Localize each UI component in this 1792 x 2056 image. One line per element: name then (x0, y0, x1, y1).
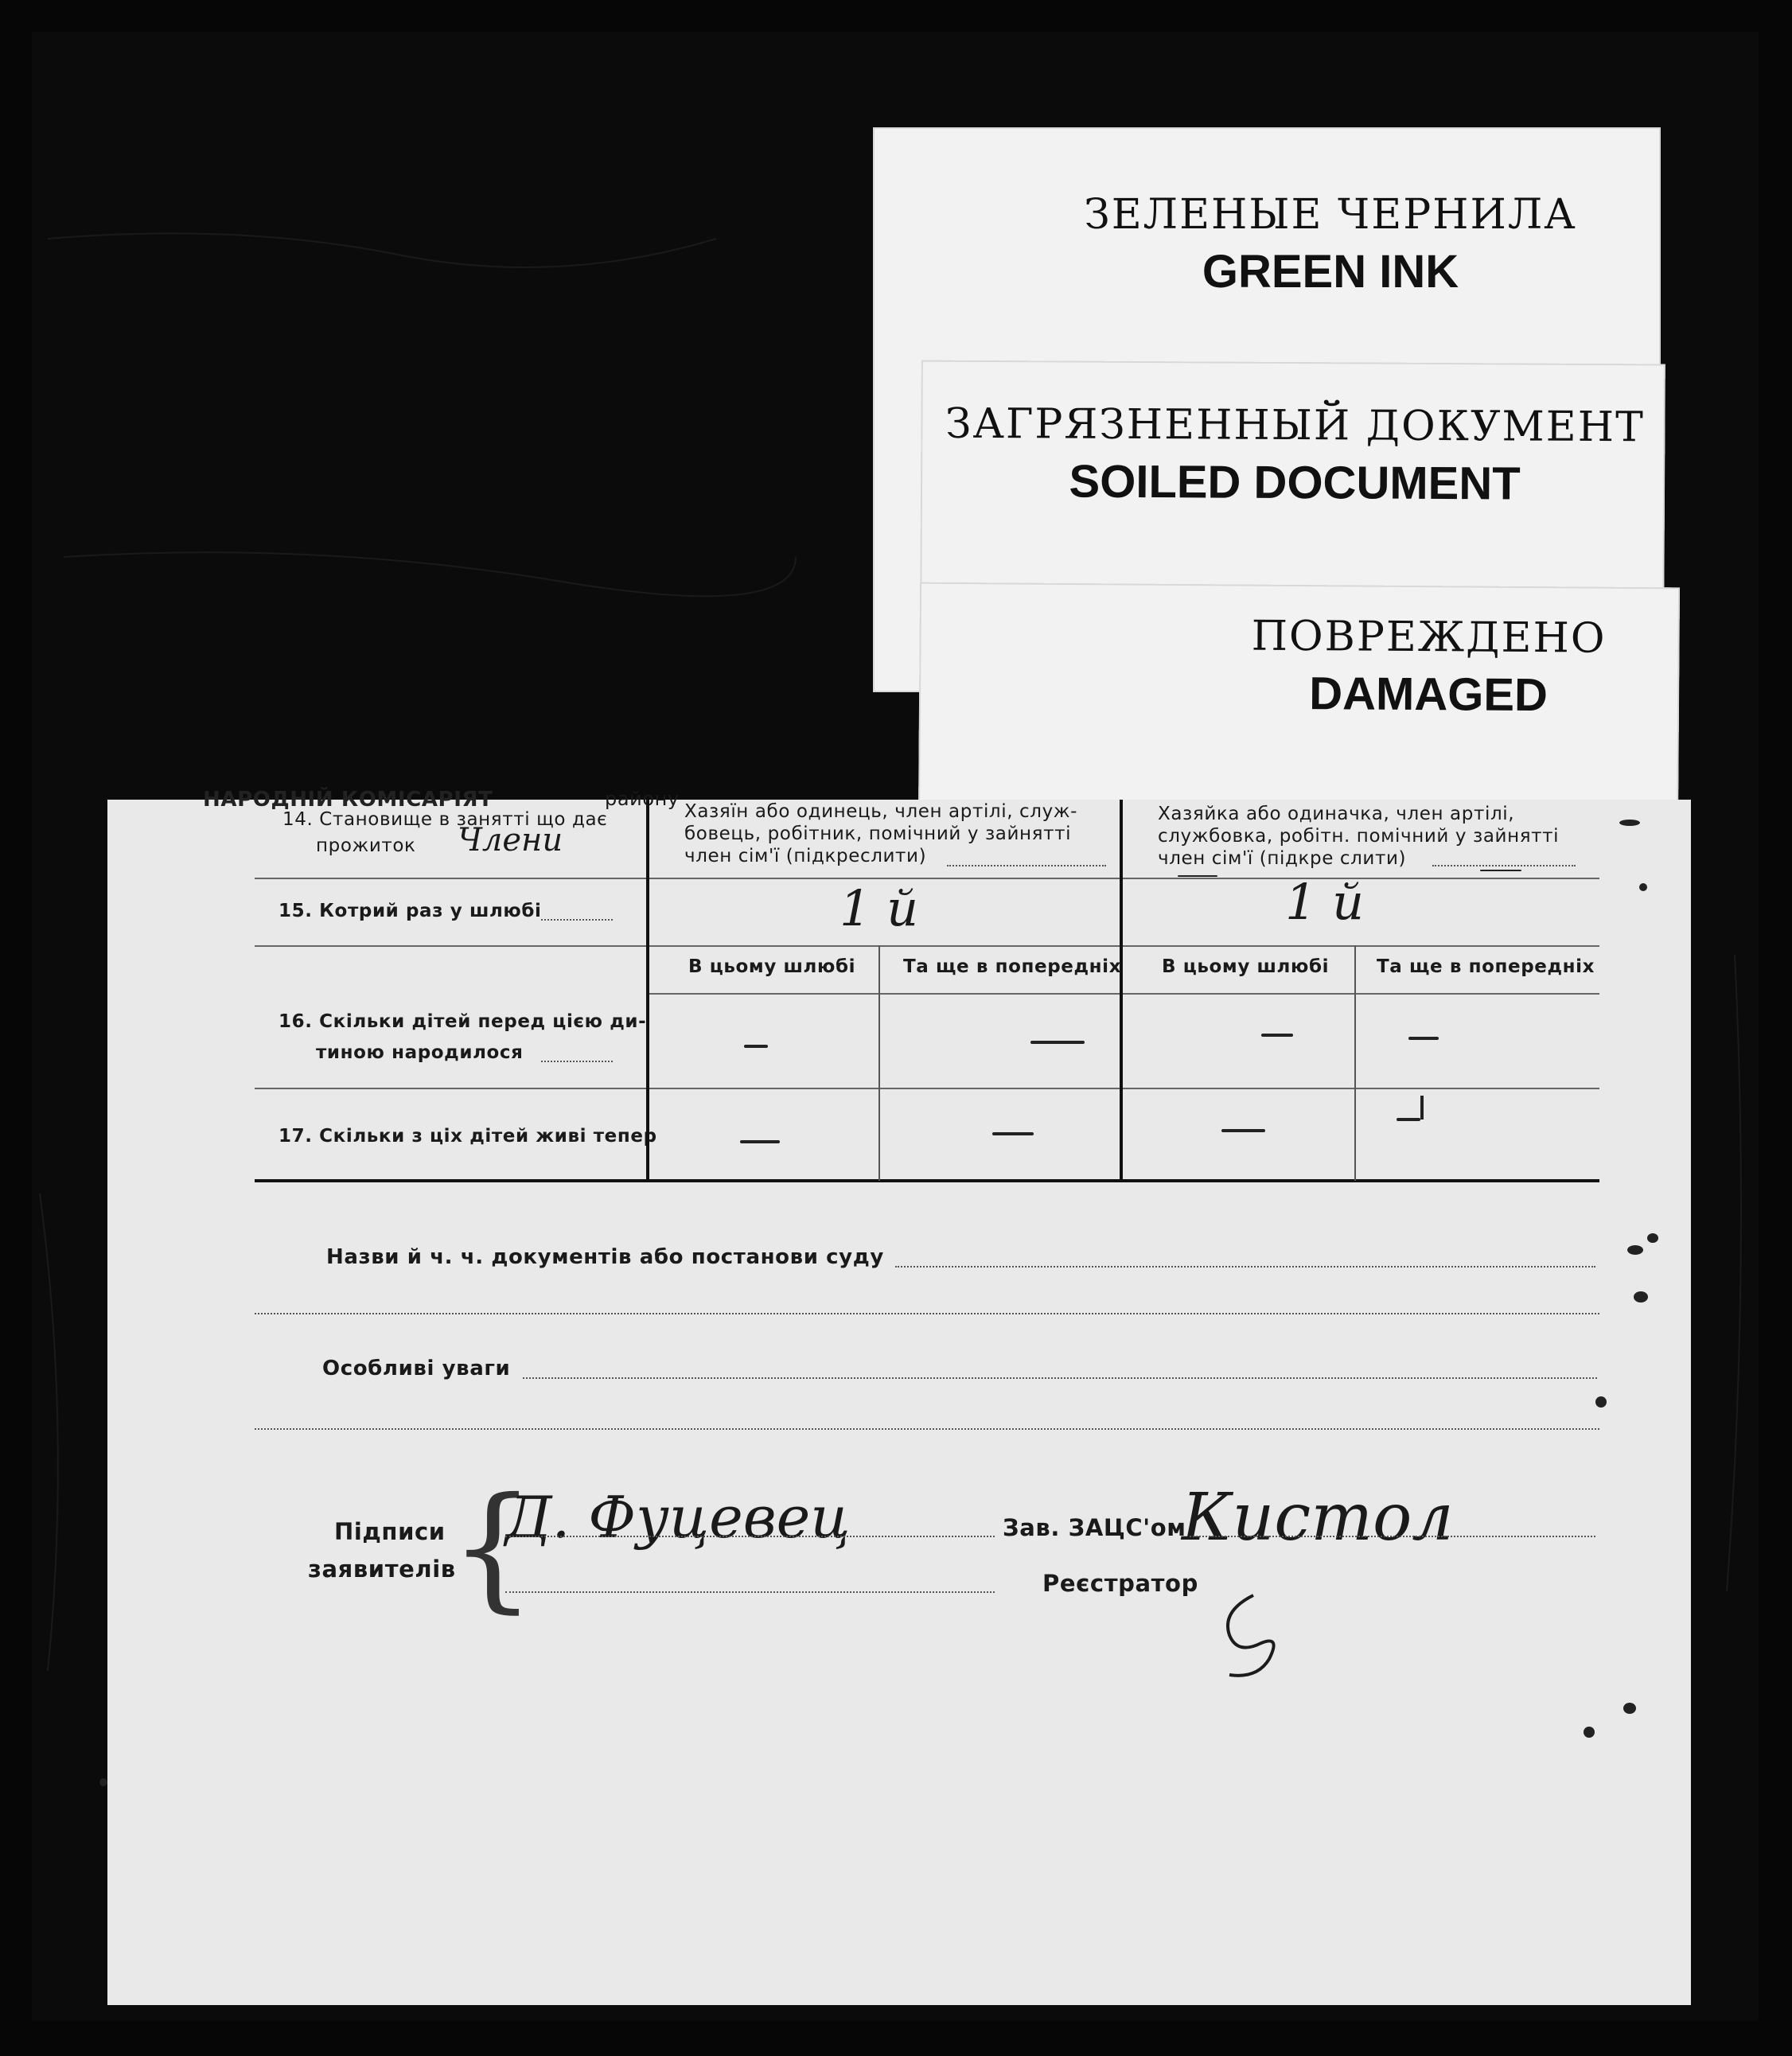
column-divider (646, 800, 649, 1181)
header-husband-this-marriage: В цьому шлюбі (688, 956, 856, 977)
row-divider (255, 878, 1599, 879)
row17-husband-previous-dash (992, 1132, 1034, 1135)
ink-speck (1647, 1233, 1658, 1243)
row16-label-line1: 16. Скільки дітей перед цією ди- (279, 1011, 647, 1032)
row14-wife-dots (1432, 865, 1576, 866)
header-wife-this-marriage: В цьому шлюбі (1162, 956, 1330, 977)
row16-husband-this-dash (744, 1045, 768, 1048)
brace-mark: { (450, 1469, 536, 1626)
column-divider (1354, 945, 1356, 1181)
ink-speck (99, 1778, 107, 1786)
applicant-signature: Д. Фуцевец (505, 1484, 851, 1551)
row14-husband-line2: бовець, робітник, помічний у зайнятті (684, 824, 1072, 844)
cut-header: НАРОДНІЙ КОМІСАРІЯТ (203, 788, 493, 812)
cut-header-2: району (605, 788, 680, 810)
documents-dots-2 (255, 1313, 1599, 1314)
row15-wife-value: 1 й (1285, 873, 1365, 931)
head-signature-line (1190, 1536, 1595, 1537)
ink-speck (1639, 883, 1647, 891)
notice-slip-damaged (918, 582, 1680, 827)
slip-ru-text: ЗЕЛЕНЫЕ ЧЕРНИЛА (1084, 191, 1577, 239)
row-divider (255, 1088, 1599, 1089)
row16-dots (541, 1061, 613, 1062)
row14-label-line1: 14. Становище в занятті що дає (282, 809, 608, 830)
row14-wife-line3: член сім'ї (підкре слити) (1158, 848, 1407, 869)
documents-dots (895, 1266, 1595, 1267)
slip-en-text: DAMAGED (1309, 668, 1549, 722)
slip-ru-text: ПОВРЕЖДЕНО (1251, 612, 1607, 663)
ink-speck (1595, 1396, 1607, 1408)
ink-speck (1619, 820, 1640, 826)
row14-husband-line3: член сім'ї (підкреслити) (684, 846, 927, 866)
head-label: Зав. ЗАЦС'ом (1003, 1514, 1186, 1541)
ink-speck (1584, 1727, 1595, 1738)
row14-husband-dots (947, 865, 1106, 866)
row16-wife-this-dash (1261, 1034, 1293, 1037)
row16-wife-previous-dash (1408, 1037, 1439, 1040)
row14-label-line2: прожиток (316, 835, 416, 856)
row14-wife-line1: Хазяйка або одиначка, член артілі, (1158, 804, 1515, 824)
row15-husband-value: 1 й (840, 879, 919, 937)
row17-wife-this-dash (1221, 1129, 1265, 1132)
registrar-initial-mark (1206, 1587, 1301, 1691)
slip-en-text: GREEN INK (1202, 246, 1459, 298)
row15-label: 15. Котрий раз у шлюбі (279, 901, 542, 921)
row17-label: 17. Скільки з ціх дітей живі тепер (279, 1126, 657, 1147)
documents-label: Назви й ч. ч. документів або постанови суду (326, 1245, 884, 1269)
row14-handwritten: Члени (458, 822, 563, 859)
underline-mark (1178, 875, 1217, 877)
column-divider (1120, 800, 1123, 1181)
ink-speck (1627, 1245, 1643, 1255)
column-divider (878, 945, 880, 1181)
underline-mark (1480, 870, 1521, 871)
ink-speck (1634, 1291, 1648, 1303)
registrar-label: Реєстратор (1042, 1570, 1198, 1597)
row16-label-line2: тиною народилося (316, 1042, 524, 1063)
slip-en-text: SOILED DOCUMENT (1069, 455, 1521, 510)
signatures-label-line1: Підписи (334, 1518, 446, 1545)
row17-husband-this-dash (740, 1140, 780, 1143)
remarks-dots (523, 1377, 1597, 1379)
row17-wife-previous-stroke (1420, 1096, 1424, 1120)
row-divider (255, 945, 1599, 947)
signature-line-1 (505, 1536, 995, 1537)
remarks-dots-2 (255, 1428, 1599, 1430)
row17-wife-previous-dash (1397, 1118, 1420, 1121)
row16-husband-previous-dash (1030, 1041, 1085, 1044)
remarks-label: Особливі уваги (322, 1357, 511, 1380)
ink-speck (1623, 1703, 1636, 1714)
row14-husband-line1: Хазяїн або одинець, член артілі, служ- (684, 801, 1078, 822)
head-signature: Кистол (1182, 1480, 1454, 1556)
row14-wife-line2: службовка, робітн. помічний у зайнятті (1158, 826, 1560, 847)
signatures-label-line2: заявителів (308, 1556, 456, 1583)
slip-ru-text: ЗАГРЯЗНЕННЫЙ ДОКУМЕНТ (945, 399, 1645, 452)
table-bottom-rule (255, 1179, 1599, 1182)
signature-line-2 (505, 1591, 995, 1593)
row15-dots (541, 919, 613, 921)
header-husband-previous: Та ще в попередніх (903, 956, 1122, 977)
registration-form-sheet (107, 788, 1691, 2005)
header-wife-previous: Та ще в попередніх (1377, 956, 1595, 977)
header-divider (649, 993, 1599, 995)
